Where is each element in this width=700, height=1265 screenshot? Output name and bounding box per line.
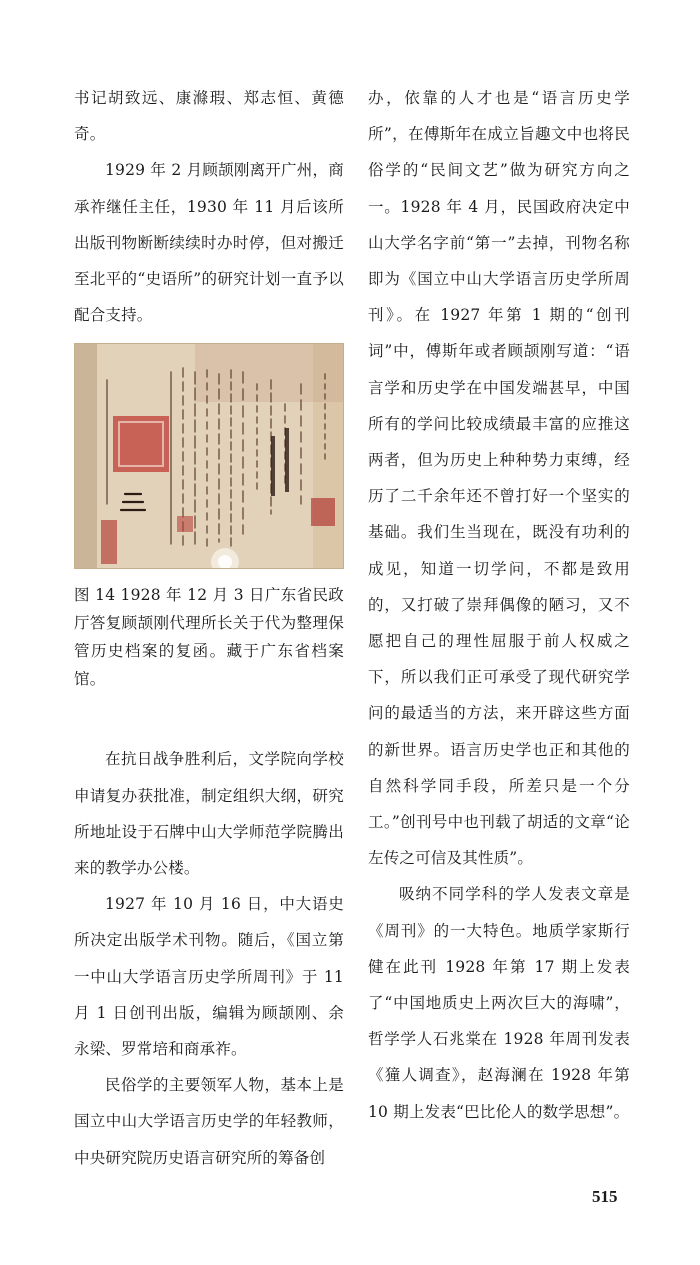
document-illustration <box>75 344 344 569</box>
top-stain <box>195 344 344 402</box>
book-spine-shadow <box>75 344 97 569</box>
left-paragraph-1: 书记胡致远、康滌瑕、郑志恒、黄德奇。 <box>74 89 344 144</box>
left-column <box>74 80 344 1176</box>
red-official-seal <box>113 416 169 472</box>
archival-document-photo <box>74 343 344 569</box>
right-paragraph-1: 办，依靠的人才也是“语言历史学所”，在傅斯年在成立旨趣文中也将民俗学的“民间文艺”做为研究方向之一。1928 年 4 月，民国政府决定中山大学名字前“第一”去掉，刊物名称即为《国立中山大学语言历史学所周刊》。在 1927 年第 1 期的“创刊词”中，傅斯年或者顾颉刚写道：“语言学和历史学在中国发端甚早，中国所有的学问比较成绩最丰富的应推这两者，但为历史上种种势力束缚，经历了二千余年还不曾打好一个坚实的基础。我们生当现在，既没有功利的成见，知道一切学问，不都是致用的，又打破了崇拜偶像的陋习，又不愿把自己的理性屈服于前人权威之下，所以我们正可承受了现代研究学问的最适当的方法，来开辟这些方面的新世界。语言历史学也正和其他的自然科学同手段，所差只是一个分工。”创刊号中也刊载了胡适的文章“论左传之可信及其性质”。 <box>368 89 630 868</box>
page-number: 515 <box>592 1187 618 1206</box>
left-paragraph-4: 1927 年 10 月 16 日，中大语史所决定出版学术刊物。随后，《国立第一中山大学语言历史学所周刊》于 11 月 1 日创刊出版，编辑为顾颉刚、余永梁、罗常培和商承祚。 <box>74 895 344 1059</box>
right-paragraph-2: 吸纳不同学科的学人发表文章是《周刊》的一大特色。地质学家斯行健在此刊 1928 年第 17 期上发表了“中国地质史上两次巨大的海啸”，哲学学人石兆棠在 1928 年周刊发表《獞人调查》，赵海澜在 1928 年第 10 期上发表“巴比伦人的数学思想”。 <box>368 885 630 1121</box>
red-side-stamp <box>101 520 117 564</box>
right-column <box>368 80 630 1130</box>
figure-14 <box>74 343 344 693</box>
red-small-seal <box>177 516 193 532</box>
left-paragraph-5: 民俗学的主要领军人物，基本上是国立中山大学语言历史学的年轻教师，中央研究院历史语言研究所的筹备创 <box>74 1076 344 1167</box>
red-corner-stamp <box>311 498 335 526</box>
left-paragraph-3: 在抗日战争胜利后，文学院向学校申请复办获批准，制定组织大纲，研究所地址设于石牌中山大学师范学院腾出来的教学办公楼。 <box>74 750 344 878</box>
left-paragraph-2: 1929 年 2 月顾颉刚离开广州，商承祚继任主任，1930 年 11 月后该所出版刊物断断续续时办时停，但对搬迁至北平的“史语所”的研究计划一直予以配合支持。 <box>74 161 344 325</box>
figure-caption: 图 14 1928 年 12 月 3 日广东省民政厅答复顾颉刚代理所长关于代为整理保管历史档案的复函。藏于广东省档案馆。 <box>74 586 344 689</box>
